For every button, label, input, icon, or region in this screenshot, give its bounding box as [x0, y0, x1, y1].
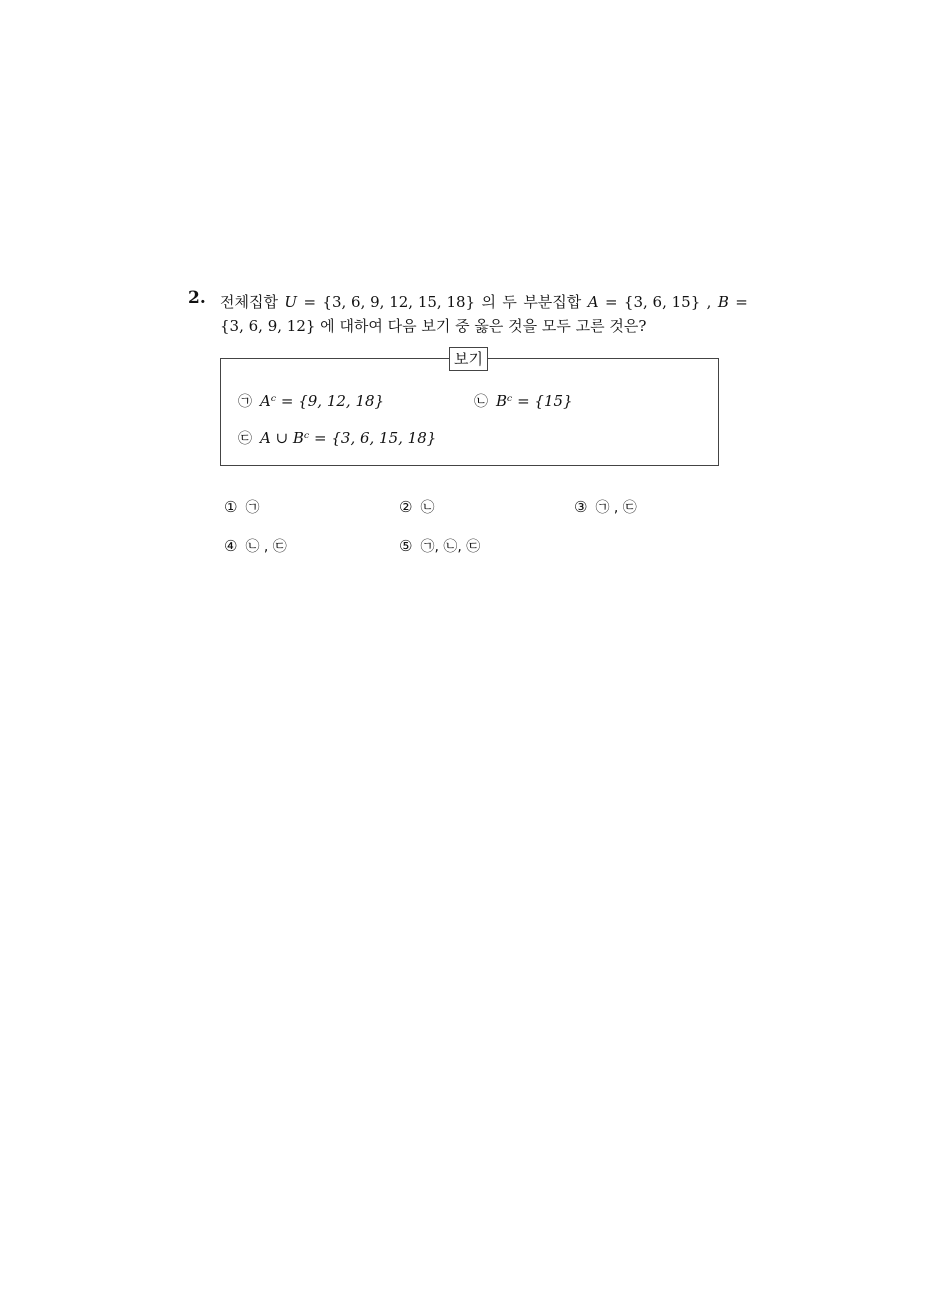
choice-value: ㉠, ㉡, ㉢ — [420, 539, 481, 555]
bogi-item-1 — [238, 391, 384, 412]
choice-value: ㉠ — [245, 500, 260, 516]
answer-choice-2[interactable] — [399, 497, 434, 518]
bogi-item-3 — [238, 428, 436, 449]
bogi-item-expr: A ∪ Bᶜ = {3, 6, 15, 18} — [260, 429, 437, 447]
bogi-title: 보기 — [449, 347, 488, 371]
stem-line-2: {3, 6, 9, 12} 에 대하여 다음 보기 중 옳은 것을 모두 고른 것은? — [220, 317, 647, 335]
bogi-item-mark: ㉢ — [238, 431, 252, 447]
stem-word: 두 — [502, 293, 517, 311]
problem-number: 2. — [188, 288, 206, 308]
stem-set-u: {3, 6, 9, 12, 15, 18} — [322, 293, 476, 311]
stem-set-a: {3, 6, 15} — [623, 293, 701, 311]
bogi-item-expr: Bᶜ = {15} — [496, 392, 573, 410]
stem-equals: = — [604, 293, 618, 311]
stem-word: 부분집합 — [523, 293, 582, 311]
stem-symbol-u: U — [284, 293, 298, 311]
bogi-item-2 — [474, 391, 573, 412]
choice-value: ㉠ , ㉢ — [595, 500, 637, 516]
problem-stem — [220, 288, 748, 316]
answer-choice-4[interactable] — [224, 536, 287, 557]
answer-choice-3[interactable] — [574, 497, 637, 518]
stem-equals: = — [735, 293, 748, 311]
bogi-item-mark: ㉡ — [474, 394, 488, 410]
answer-choice-1[interactable] — [224, 497, 259, 518]
stem-symbol-b: B — [717, 293, 729, 311]
stem-symbol-a: A — [587, 293, 599, 311]
choice-value: ㉡ , ㉢ — [245, 539, 287, 555]
stem-word: 전체집합 — [220, 293, 278, 311]
bogi-box — [220, 358, 719, 466]
stem-word: 의 — [481, 293, 496, 311]
choice-value: ㉡ — [420, 500, 435, 516]
bogi-item-mark: ㉠ — [238, 394, 252, 410]
choice-number: ④ — [224, 537, 238, 555]
choice-number: ① — [224, 498, 238, 516]
choice-number: ③ — [574, 498, 588, 516]
stem-line-1 — [220, 288, 748, 316]
choice-number: ② — [399, 498, 413, 516]
bogi-item-expr: Aᶜ = {9, 12, 18} — [260, 392, 385, 410]
stem-comma: , — [706, 293, 712, 311]
stem-equals: = — [303, 293, 317, 311]
choice-number: ⑤ — [399, 537, 413, 555]
answer-choice-5[interactable] — [399, 536, 480, 557]
